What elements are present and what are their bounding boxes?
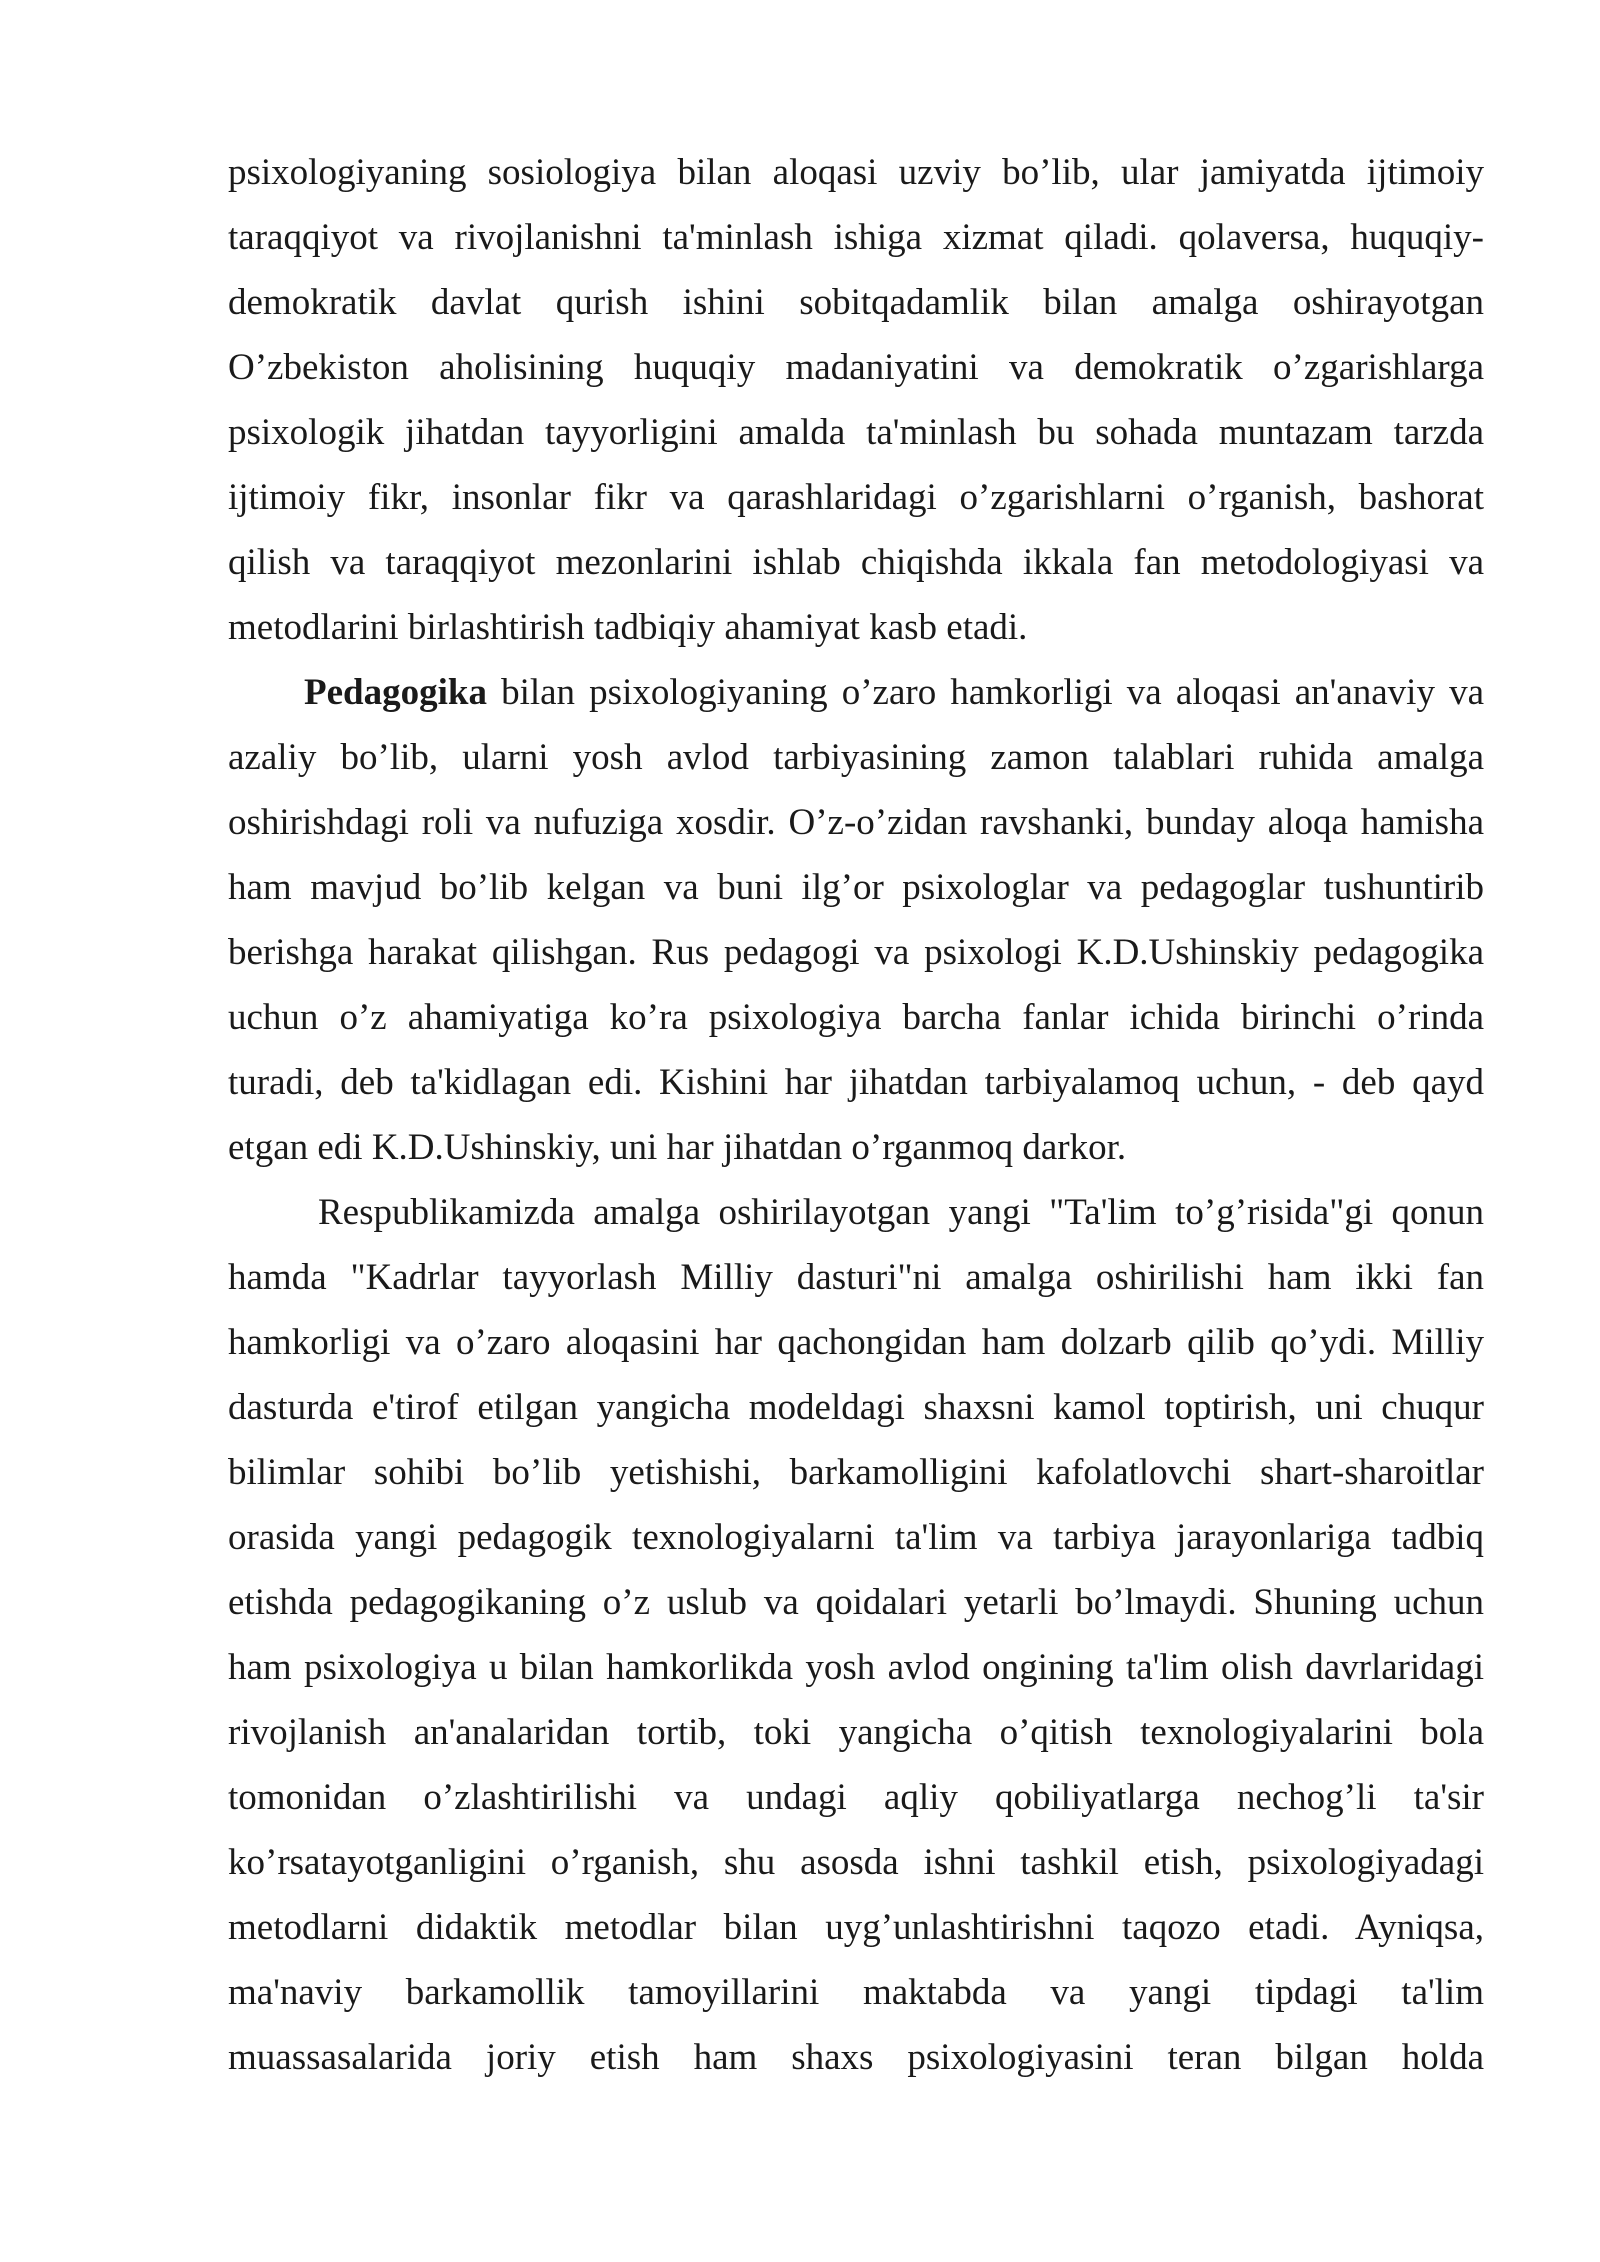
text-line: O’zbekiston aholisining huquqiy madaniyatini va demokratik o’zgarishlarga <box>228 347 1484 388</box>
text-line: dasturda e'tirof etilgan yangicha modeldagi shaxsni kamol toptirish, uni chuqur <box>228 1387 1484 1428</box>
paragraph-2 <box>228 660 1484 1180</box>
text-line: hamda "Kadrlar tayyorlash Milliy dasturi"ni amalga oshirilishi ham ikki fan <box>228 1257 1484 1298</box>
text-line: bilimlar sohibi bo’lib yetishishi, barkamolligini kafolatlovchi shart-sharoitlar <box>228 1452 1484 1493</box>
text-line: ma'naviy barkamollik tamoyillarini maktabda va yangi tipdagi ta'lim <box>228 1972 1484 2013</box>
paragraph-3 <box>228 1180 1484 2090</box>
text-line: demokratik davlat qurish ishini sobitqadamlik bilan amalga oshirayotgan <box>228 282 1484 323</box>
text-line: uchun o’z ahamiyatiga ko’ra psixologiya barcha fanlar ichida birinchi o’rinda <box>228 997 1484 1038</box>
text-line: ham mavjud bo’lib kelgan va buni ilg’or psixologlar va pedagoglar tushuntirib <box>228 867 1484 908</box>
text-line: orasida yangi pedagogik texnologiyalarni ta'lim va tarbiya jarayonlariga tadbiq <box>228 1517 1484 1558</box>
lead-line-rest: bilan psixologiyaning o’zaro hamkorligi va aloqasi an'anaviy va <box>486 672 1484 713</box>
paragraph-1 <box>228 140 1484 660</box>
text-line: qilish va taraqqiyot mezonlarini ishlab chiqishda ikkala fan metodologiyasi va <box>228 542 1484 583</box>
body-text <box>228 140 1484 2090</box>
text-line: berishga harakat qilishgan. Rus pedagogi va psixologi K.D.Ushinskiy pedagogika <box>228 932 1484 973</box>
text-line: rivojlanish an'analaridan tortib, toki yangicha o’qitish texnologiyalarini bola <box>228 1712 1484 1753</box>
text-line: ko’rsatayotganligini o’rganish, shu asosda ishni tashkil etish, psixologiyadagi <box>228 1842 1484 1883</box>
text-line: metodlarni didaktik metodlar bilan uyg’unlashtirishni taqozo etadi. Ayniqsa, <box>228 1907 1484 1948</box>
text-line: taraqqiyot va rivojlanishni ta'minlash ishiga xizmat qiladi. qolaversa, huquqiy- <box>228 217 1484 258</box>
text-line: turadi, deb ta'kidlagan edi. Kishini har jihatdan tarbiyalamoq uchun, - deb qayd <box>228 1062 1484 1103</box>
text-line: hamkorligi va o’zaro aloqasini har qachongidan ham dolzarb qilib qo’ydi. Milliy <box>228 1322 1484 1363</box>
lead-term: Pedagogika <box>304 672 487 713</box>
text-line: psixologik jihatdan tayyorligini amalda ta'minlash bu sohada muntazam tarzda <box>228 412 1484 453</box>
text-line: Respublikamizda amalga oshirilayotgan yangi "Ta'lim to’g’risida"gi qonun <box>318 1192 1484 1233</box>
text-line: psixologiyaning sosiologiya bilan aloqasi uzviy bo’lib, ular jamiyatda ijtimoiy <box>228 152 1484 193</box>
text-line: etishda pedagogikaning o’z uslub va qoidalari yetarli bo’lmaydi. Shuning uchun <box>228 1582 1484 1623</box>
text-line: ijtimoiy fikr, insonlar fikr va qarashlaridagi o’zgarishlarni o’rganish, bashorat <box>228 477 1484 518</box>
text-line: tomonidan o’zlashtirilishi va undagi aqliy qobiliyatlarga nechog’li ta'sir <box>228 1777 1484 1818</box>
text-line <box>228 660 1484 725</box>
text-line: etgan edi K.D.Ushinskiy, uni har jihatdan o’rganmoq darkor. <box>228 1127 1127 1168</box>
text-line: oshirishdagi roli va nufuziga xosdir. O’z-o’zidan ravshanki, bunday aloqa hamisha <box>228 802 1484 843</box>
text-line: azaliy bo’lib, ularni yosh avlod tarbiyasining zamon talablari ruhida amalga <box>228 737 1484 778</box>
text-line: metodlarini birlashtirish tadbiqiy ahamiyat kasb etadi. <box>228 607 1028 648</box>
text-line: muassasalarida joriy etish ham shaxs psixologiyasini teran bilgan holda <box>228 2037 1484 2078</box>
text-line: ham psixologiya u bilan hamkorlikda yosh avlod ongining ta'lim olish davrlaridagi <box>228 1647 1484 1688</box>
